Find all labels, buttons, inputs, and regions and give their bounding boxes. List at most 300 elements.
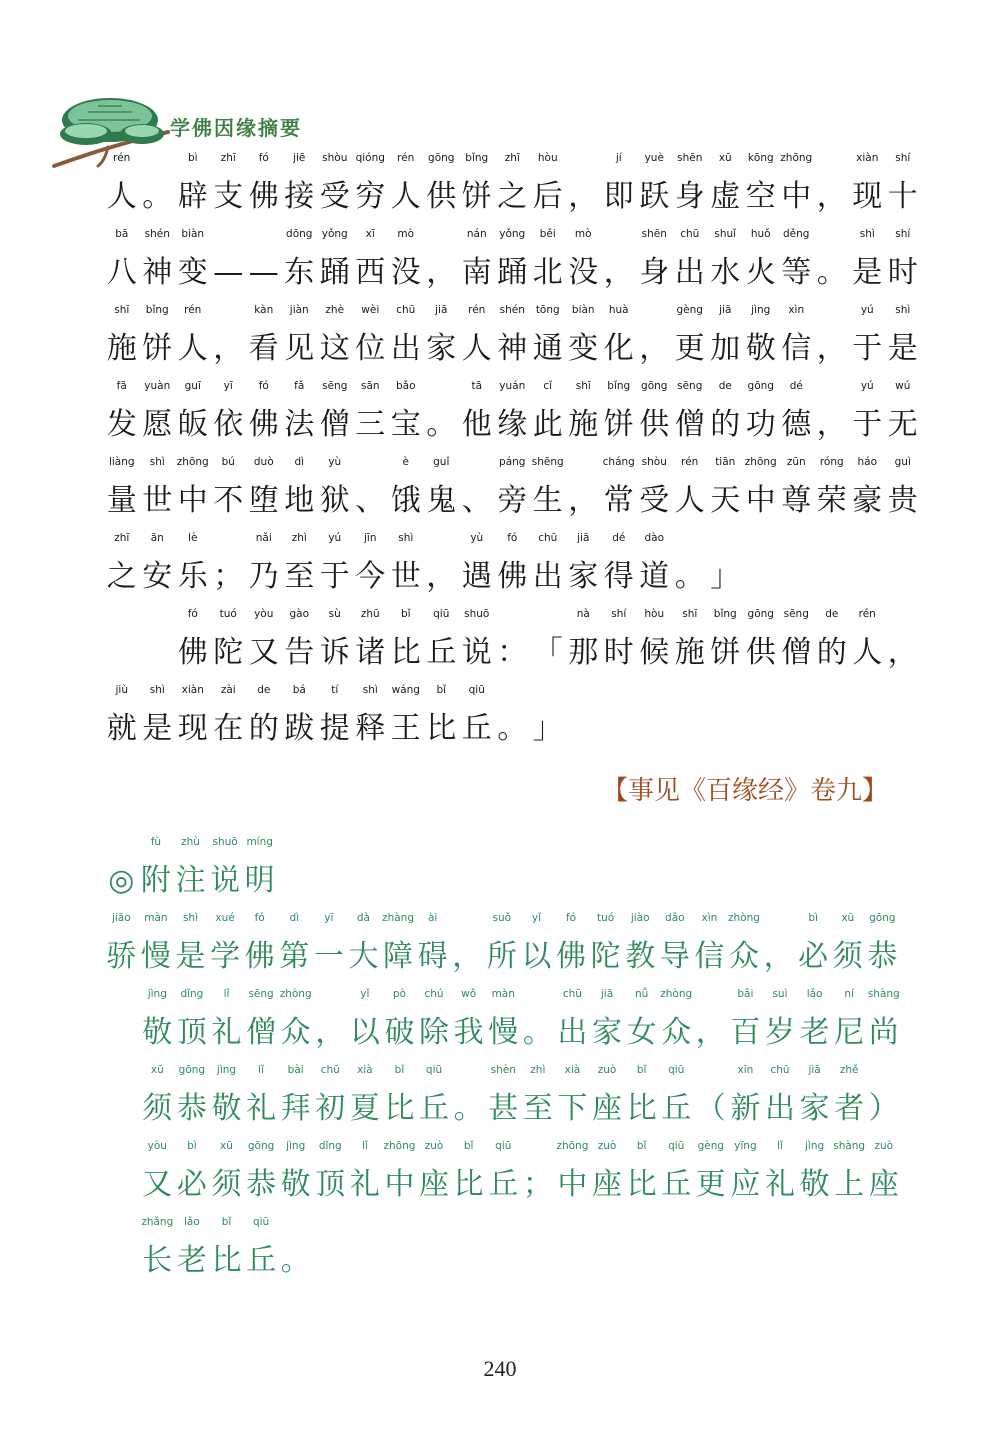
pinyin: yú <box>860 380 874 392</box>
pinyin: yú <box>860 304 874 316</box>
ruby-char <box>486 988 521 1052</box>
pinyin: jí <box>615 152 622 164</box>
hanzi: 荣 <box>816 483 847 518</box>
pinyin: shuǐ <box>714 228 737 240</box>
hanzi: 丘 <box>426 635 457 670</box>
pinyin: tuó <box>597 912 615 924</box>
pinyin: rén <box>858 608 876 620</box>
hanzi: ， <box>426 255 457 290</box>
hanzi: 敬 <box>745 331 776 366</box>
pinyin: zhōng <box>176 456 209 468</box>
ruby-char <box>779 380 815 444</box>
pinyin: pò <box>392 988 406 1000</box>
page-number: 240 <box>483 1356 517 1381</box>
pinyin: děng <box>783 228 810 240</box>
hanzi: 尚 <box>868 1015 899 1050</box>
hanzi: 敬 <box>799 1167 830 1202</box>
hanzi: 。 <box>816 255 847 290</box>
pinyin: jiē <box>293 152 306 164</box>
source-citation: 【事见《百缘经》卷九】 <box>601 776 888 806</box>
pinyin: zhì <box>530 1064 546 1076</box>
pinyin: yuè <box>644 152 664 164</box>
hanzi: 在 <box>213 711 244 746</box>
ruby-char <box>566 228 602 292</box>
pinyin: xīn <box>737 1064 754 1076</box>
body-line <box>104 152 921 216</box>
pinyin: bǐ <box>636 1064 647 1076</box>
ruby-char <box>850 608 886 672</box>
pinyin: bǐ <box>463 1140 474 1152</box>
hanzi: 常 <box>603 483 634 518</box>
pinyin: háo <box>857 456 877 468</box>
ruby-char <box>779 152 815 216</box>
hanzi: 饿 <box>390 483 421 518</box>
hanzi: — <box>248 255 279 290</box>
hanzi: 供 <box>745 635 776 670</box>
hanzi: 人 <box>390 179 421 214</box>
hanzi: 众 <box>280 1015 311 1050</box>
hanzi: ， <box>763 939 794 974</box>
pinyin: yòu <box>254 608 274 620</box>
pinyin: páng <box>499 456 526 468</box>
ruby-char <box>530 684 566 748</box>
hanzi: 至 <box>522 1091 553 1126</box>
hanzi: 礼 <box>349 1167 380 1202</box>
pinyin: guī <box>184 380 201 392</box>
pinyin: shī <box>682 608 698 620</box>
hanzi: 出 <box>674 255 705 290</box>
hanzi: 无 <box>887 407 918 442</box>
pinyin: mò <box>397 228 415 240</box>
pinyin: chū <box>562 988 582 1000</box>
pinyin: sēng <box>322 380 348 392</box>
pinyin: bǐng <box>607 380 631 392</box>
ruby-char <box>175 532 211 596</box>
hanzi: 敬 <box>142 1015 173 1050</box>
pinyin: wǒ <box>461 988 477 1000</box>
hanzi: 之 <box>497 179 528 214</box>
hanzi: 贵 <box>887 483 918 518</box>
pinyin: chū <box>680 228 700 240</box>
pinyin: xū <box>220 1140 233 1152</box>
hanzi: 岁 <box>764 1015 795 1050</box>
hanzi: 身 <box>674 179 705 214</box>
hanzi: 除 <box>419 1015 450 1050</box>
pinyin: fó <box>258 152 269 164</box>
hanzi: 接 <box>284 179 315 214</box>
ruby-char <box>495 684 531 748</box>
hanzi: 人 <box>461 331 492 366</box>
pinyin: běi <box>539 228 556 240</box>
pinyin: zhǎng <box>141 1216 174 1228</box>
pinyin: wèi <box>361 304 380 316</box>
pinyin: lè <box>188 532 198 544</box>
hanzi: 没 <box>390 255 421 290</box>
pinyin: zuò <box>874 1140 894 1152</box>
pinyin: qiū <box>252 1216 270 1228</box>
pinyin: suì <box>772 988 788 1000</box>
hanzi: 那 <box>568 635 599 670</box>
pinyin: jiào <box>630 912 650 924</box>
pinyin: bài <box>287 1064 304 1076</box>
hanzi: 家 <box>592 1015 623 1050</box>
pinyin: jiā <box>435 304 448 316</box>
body-line <box>175 608 921 672</box>
ruby-char <box>885 228 921 292</box>
pinyin: dì <box>294 456 305 468</box>
pinyin: yǐ <box>360 988 370 1000</box>
pinyin: nà <box>576 608 590 620</box>
ruby-char <box>601 304 637 368</box>
pinyin: yī <box>324 912 334 924</box>
pinyin: qiū <box>495 1140 512 1152</box>
hanzi: 之 <box>106 559 137 594</box>
note-heading <box>104 836 277 900</box>
hanzi: 陀 <box>213 635 244 670</box>
hanzi: 丘 <box>419 1091 450 1126</box>
ruby-char <box>832 1064 867 1128</box>
hanzi: 神 <box>497 331 528 366</box>
hanzi: 人 <box>106 179 137 214</box>
hanzi: 说 <box>210 863 241 898</box>
hanzi: 必 <box>176 1167 207 1202</box>
hanzi: 百 <box>730 1015 761 1050</box>
hanzi: 附 <box>140 863 171 898</box>
body-line <box>104 304 921 368</box>
hanzi: 施 <box>106 331 137 366</box>
ruby-char <box>779 228 815 292</box>
pinyin: dà <box>356 912 370 924</box>
note-line <box>140 1216 313 1280</box>
pinyin: sù <box>328 608 341 620</box>
hanzi: ， <box>887 635 918 670</box>
hanzi: 大 <box>348 939 379 974</box>
hanzi: 现 <box>177 711 208 746</box>
hanzi: 比 <box>384 1091 415 1126</box>
hanzi: ， <box>816 331 847 366</box>
pinyin: shī <box>114 304 130 316</box>
ruby-char <box>530 456 566 520</box>
pinyin: bǐ <box>636 1140 647 1152</box>
ruby-char <box>242 836 277 900</box>
hanzi: 变 <box>568 331 599 366</box>
hanzi: 至 <box>284 559 315 594</box>
hanzi: 恭 <box>246 1167 277 1202</box>
pinyin: shēng <box>531 456 564 468</box>
hanzi: ， <box>639 331 670 366</box>
pinyin: huǒ <box>750 228 771 240</box>
hanzi: 见 <box>284 331 315 366</box>
pinyin: nǚ <box>634 988 649 1000</box>
hanzi: 今 <box>355 559 386 594</box>
hanzi: 施 <box>674 635 705 670</box>
pinyin: sēng <box>783 608 809 620</box>
hanzi: 王 <box>390 711 421 746</box>
pinyin: gōng <box>178 1064 206 1076</box>
pinyin: ài <box>427 912 438 924</box>
hanzi: 是 <box>142 711 173 746</box>
pinyin: xiàn <box>856 152 879 164</box>
hanzi: 德 <box>781 407 812 442</box>
hanzi: 豪 <box>852 483 883 518</box>
hanzi: 座 <box>592 1091 623 1126</box>
pinyin: shì <box>859 228 875 240</box>
hanzi: 丘 <box>488 1167 519 1202</box>
ruby-char <box>866 988 901 1052</box>
ruby-char <box>175 304 211 368</box>
hanzi: 等 <box>781 255 812 290</box>
pinyin: qiū <box>668 1064 685 1076</box>
hanzi: 人 <box>852 635 883 670</box>
body-line <box>104 228 921 292</box>
pinyin: dǐng <box>318 1140 342 1152</box>
hanzi: 北 <box>532 255 563 290</box>
pinyin: yuàn <box>144 380 171 392</box>
hanzi: 丘 <box>661 1091 692 1126</box>
pinyin: qiū <box>668 1140 685 1152</box>
pinyin: shén <box>144 228 170 240</box>
hanzi: 家 <box>568 559 599 594</box>
hanzi: 。 <box>674 559 705 594</box>
hanzi: 恭 <box>867 939 898 974</box>
hanzi: 座 <box>592 1167 623 1202</box>
ruby-char <box>486 1140 521 1204</box>
hanzi: ， <box>816 179 847 214</box>
hanzi: 供 <box>426 179 457 214</box>
pinyin: zài <box>220 684 236 696</box>
pinyin: fó <box>258 380 269 392</box>
ruby-char <box>388 380 424 444</box>
pinyin: shí <box>895 152 911 164</box>
hanzi: 踊 <box>497 255 528 290</box>
hanzi: 以 <box>349 1015 380 1050</box>
hanzi: 陀 <box>590 939 621 974</box>
pinyin: shì <box>362 684 378 696</box>
hanzi: 老 <box>176 1243 207 1278</box>
hanzi: 法 <box>284 407 315 442</box>
pinyin: xī <box>365 228 375 240</box>
pinyin: shì <box>149 456 165 468</box>
hanzi: 比 <box>426 711 457 746</box>
hanzi: 现 <box>852 179 883 214</box>
hanzi: 人 <box>177 331 208 366</box>
pinyin: shī <box>575 380 591 392</box>
hanzi: 礼 <box>246 1091 277 1126</box>
hanzi: 饼 <box>603 407 634 442</box>
hanzi: 须 <box>832 939 863 974</box>
hanzi: 时 <box>887 255 918 290</box>
hanzi: 出 <box>557 1015 588 1050</box>
hanzi: 佛 <box>497 559 528 594</box>
ruby-char <box>417 1064 452 1128</box>
hanzi: 比 <box>453 1167 484 1202</box>
ruby-char <box>530 152 566 216</box>
hanzi: 是 <box>175 939 206 974</box>
hanzi: 应 <box>730 1167 761 1202</box>
hanzi: 乐 <box>177 559 208 594</box>
pinyin: zhōng <box>556 1140 589 1152</box>
hanzi: 生 <box>532 483 563 518</box>
pinyin: fó <box>254 912 265 924</box>
pinyin: gōng <box>747 380 774 392</box>
pinyin: bǐng <box>145 304 169 316</box>
hanzi: 导 <box>659 939 690 974</box>
pinyin: gèng <box>676 304 703 316</box>
pinyin: gōng <box>747 608 774 620</box>
pinyin: suǒ <box>492 912 512 924</box>
hanzi: 须 <box>211 1167 242 1202</box>
body-line <box>104 456 921 520</box>
hanzi: 夏 <box>349 1091 380 1126</box>
pinyin: xiàn <box>181 684 204 696</box>
hanzi: 受 <box>319 179 350 214</box>
hanzi: 狱 <box>319 483 350 518</box>
hanzi: 功 <box>745 407 776 442</box>
pinyin: shèn <box>490 1064 516 1076</box>
hanzi: 说 <box>461 635 492 670</box>
hanzi: 中 <box>384 1167 415 1202</box>
hanzi: 碍 <box>417 939 448 974</box>
pinyin: fù <box>150 836 162 848</box>
hanzi: 安 <box>142 559 173 594</box>
hanzi: 饼 <box>710 635 741 670</box>
pinyin: zhōng <box>383 1140 416 1152</box>
pinyin: yī <box>223 380 233 392</box>
hanzi: 支 <box>213 179 244 214</box>
hanzi: 世 <box>390 559 421 594</box>
pinyin: yǐ <box>531 912 541 924</box>
pinyin: shòu <box>641 456 667 468</box>
hanzi: 于 <box>852 331 883 366</box>
pinyin: rén <box>184 304 202 316</box>
pinyin: zhū <box>360 608 380 620</box>
pinyin: nán <box>466 228 487 240</box>
hanzi: 供 <box>639 407 670 442</box>
pinyin: chū <box>538 532 558 544</box>
hanzi: 人 <box>674 483 705 518</box>
pinyin: zhè <box>325 304 345 316</box>
pinyin: zhōng <box>780 152 813 164</box>
pinyin: bǐ <box>436 684 447 696</box>
hanzi: 座 <box>419 1167 450 1202</box>
pinyin: lǐ <box>258 1064 264 1076</box>
hanzi: 发 <box>106 407 137 442</box>
hanzi: 不 <box>213 483 244 518</box>
note-line <box>140 1140 901 1204</box>
hanzi: （ <box>695 1091 726 1126</box>
pinyin: zhī <box>220 152 236 164</box>
pinyin: shì <box>895 304 911 316</box>
hanzi: 」 <box>532 711 563 746</box>
hanzi: 又 <box>248 635 279 670</box>
hanzi: 僧 <box>319 407 350 442</box>
hanzi: 慢 <box>140 939 171 974</box>
hanzi: 一 <box>313 939 344 974</box>
pinyin: shì <box>182 912 198 924</box>
hanzi: 宝 <box>390 407 421 442</box>
pinyin: bǐng <box>465 152 489 164</box>
pinyin: dé <box>612 532 626 544</box>
hanzi: 第 <box>279 939 310 974</box>
hanzi: 更 <box>695 1167 726 1202</box>
hanzi: 丘 <box>461 711 492 746</box>
hanzi: 老 <box>799 1015 830 1050</box>
hanzi: 这 <box>319 331 350 366</box>
hanzi: 出 <box>764 1091 795 1126</box>
hanzi: 道 <box>639 559 670 594</box>
body-line <box>104 684 566 748</box>
pinyin: yǒng <box>499 228 526 240</box>
ruby-char <box>424 456 460 520</box>
pinyin: míng <box>246 836 273 848</box>
hanzi: 堕 <box>248 483 279 518</box>
pinyin: mò <box>574 228 592 240</box>
hanzi: ； <box>213 559 244 594</box>
hanzi: 诸 <box>355 635 386 670</box>
hanzi: 更 <box>674 331 705 366</box>
hanzi: ， <box>213 331 244 366</box>
hanzi: 愿 <box>142 407 173 442</box>
ruby-char <box>278 1216 313 1280</box>
hanzi: 是 <box>887 331 918 366</box>
pinyin: jiù <box>115 684 128 696</box>
ruby-char <box>459 608 495 672</box>
hanzi: 必 <box>798 939 829 974</box>
hanzi: 变 <box>177 255 208 290</box>
hanzi: 座 <box>868 1167 899 1202</box>
hanzi: 饼 <box>142 331 173 366</box>
pinyin: jiā <box>577 532 590 544</box>
pinyin: shòu <box>322 152 348 164</box>
pinyin: gōng <box>641 380 668 392</box>
pinyin: zhòng <box>728 912 760 924</box>
ruby-char <box>104 152 140 216</box>
pinyin: cháng <box>602 456 635 468</box>
hanzi: 比 <box>390 635 421 670</box>
pinyin: shì <box>398 532 414 544</box>
pinyin: tōng <box>535 304 560 316</box>
ruby-char <box>317 456 353 520</box>
pinyin: bǎo <box>395 380 416 392</box>
hanzi: 」 <box>710 559 741 594</box>
hanzi: 辟 <box>177 179 208 214</box>
ruby-char <box>866 1064 901 1128</box>
pinyin: màn <box>491 988 515 1000</box>
pinyin: hòu <box>644 608 665 620</box>
pinyin: dǎo <box>665 912 685 924</box>
pinyin: fā <box>116 380 127 392</box>
hanzi: ， <box>426 559 457 594</box>
pinyin: gèng <box>697 1140 725 1152</box>
hanzi: 的 <box>710 407 741 442</box>
hanzi: 家 <box>799 1091 830 1126</box>
hanzi: 即 <box>603 179 634 214</box>
hanzi: 施 <box>568 407 599 442</box>
hanzi: 佛 <box>248 407 279 442</box>
hanzi: 缘 <box>497 407 528 442</box>
ruby-char <box>211 228 247 292</box>
pinyin: bā <box>115 228 129 240</box>
hanzi: 丘 <box>661 1167 692 1202</box>
hanzi: 敬 <box>280 1167 311 1202</box>
hanzi: 。 <box>142 179 173 214</box>
pinyin: bì <box>187 152 198 164</box>
pinyin: bǐ <box>394 1064 405 1076</box>
hanzi: 看 <box>248 331 279 366</box>
pinyin: xū <box>718 152 732 164</box>
hanzi: 众 <box>661 1015 692 1050</box>
hanzi: 拜 <box>280 1091 311 1126</box>
